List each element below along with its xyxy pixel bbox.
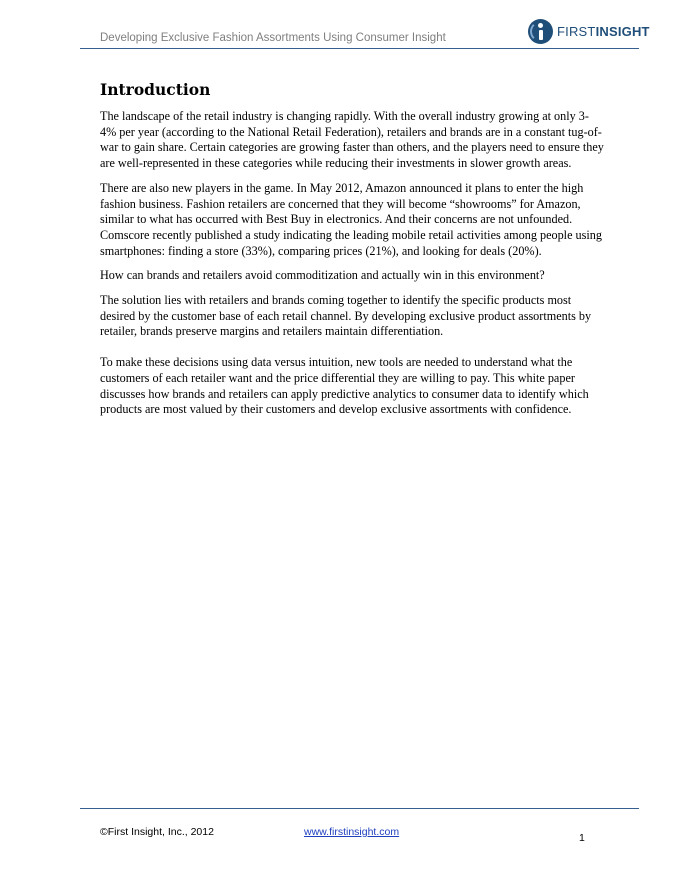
header-divider <box>80 48 639 49</box>
logo-text-first: FIRST <box>557 23 596 39</box>
page-number: 1 <box>579 832 585 844</box>
footer-website-link[interactable]: www.firstinsight.com <box>304 826 400 838</box>
footer-copyright: ©First Insight, Inc., 2012 <box>100 826 214 838</box>
paragraph: There are also new players in the game. In May 2012, Amazon announced it plans to enter the high fashion business. Fashion retailers are concerned that they will become “showrooms” for Amazon, similar to what has occurred with Best Buy in electronics. And their concerns are not unfounded. Comscore recently published a study indicating the leading mobile retail activities among people using smartphones: finding a store (33%), comparing prices (21%), and looking for deals (20%). <box>100 180 602 258</box>
body-content <box>100 80 605 427</box>
footer-divider <box>80 808 639 809</box>
section-heading: Introduction <box>100 80 211 99</box>
first-insight-logo-icon <box>528 19 553 44</box>
paragraph: How can brands and retailers avoid commoditization and actually win in this environment? <box>100 268 545 283</box>
paragraph: The solution lies with retailers and brands coming together to identify the specific products most desired by the customer base of each retail channel. By developing exclusive product assortments by retailer, brands preserve margins and retailers maintain differentiation. <box>100 293 592 339</box>
logo-text-insight: INSIGHT <box>595 23 650 39</box>
paragraph: To make these decisions using data versus intuition, new tools are needed to understand what the customers of each retailer want and the price differential they are willing to pay. This white paper discusses how brands and retailers can apply predictive analytics to consumer data to identify which products are most valued by their customers and develop exclusive assortments with confidence. <box>100 355 589 417</box>
header-title: Developing Exclusive Fashion Assortments Using Consumer Insight <box>100 32 446 44</box>
logo-wordmark <box>557 24 650 39</box>
paragraph: The landscape of the retail industry is changing rapidly. With the overall industry growing at only 3-4% per year (according to the National Retail Federation), retailers and brands are in a constant tug-of-war to gain share. Certain categories are growing faster than others, and the players need to ensure they are well-represented in these categories while reducing their investments in slower growth areas. <box>100 109 604 171</box>
company-logo <box>528 17 650 45</box>
